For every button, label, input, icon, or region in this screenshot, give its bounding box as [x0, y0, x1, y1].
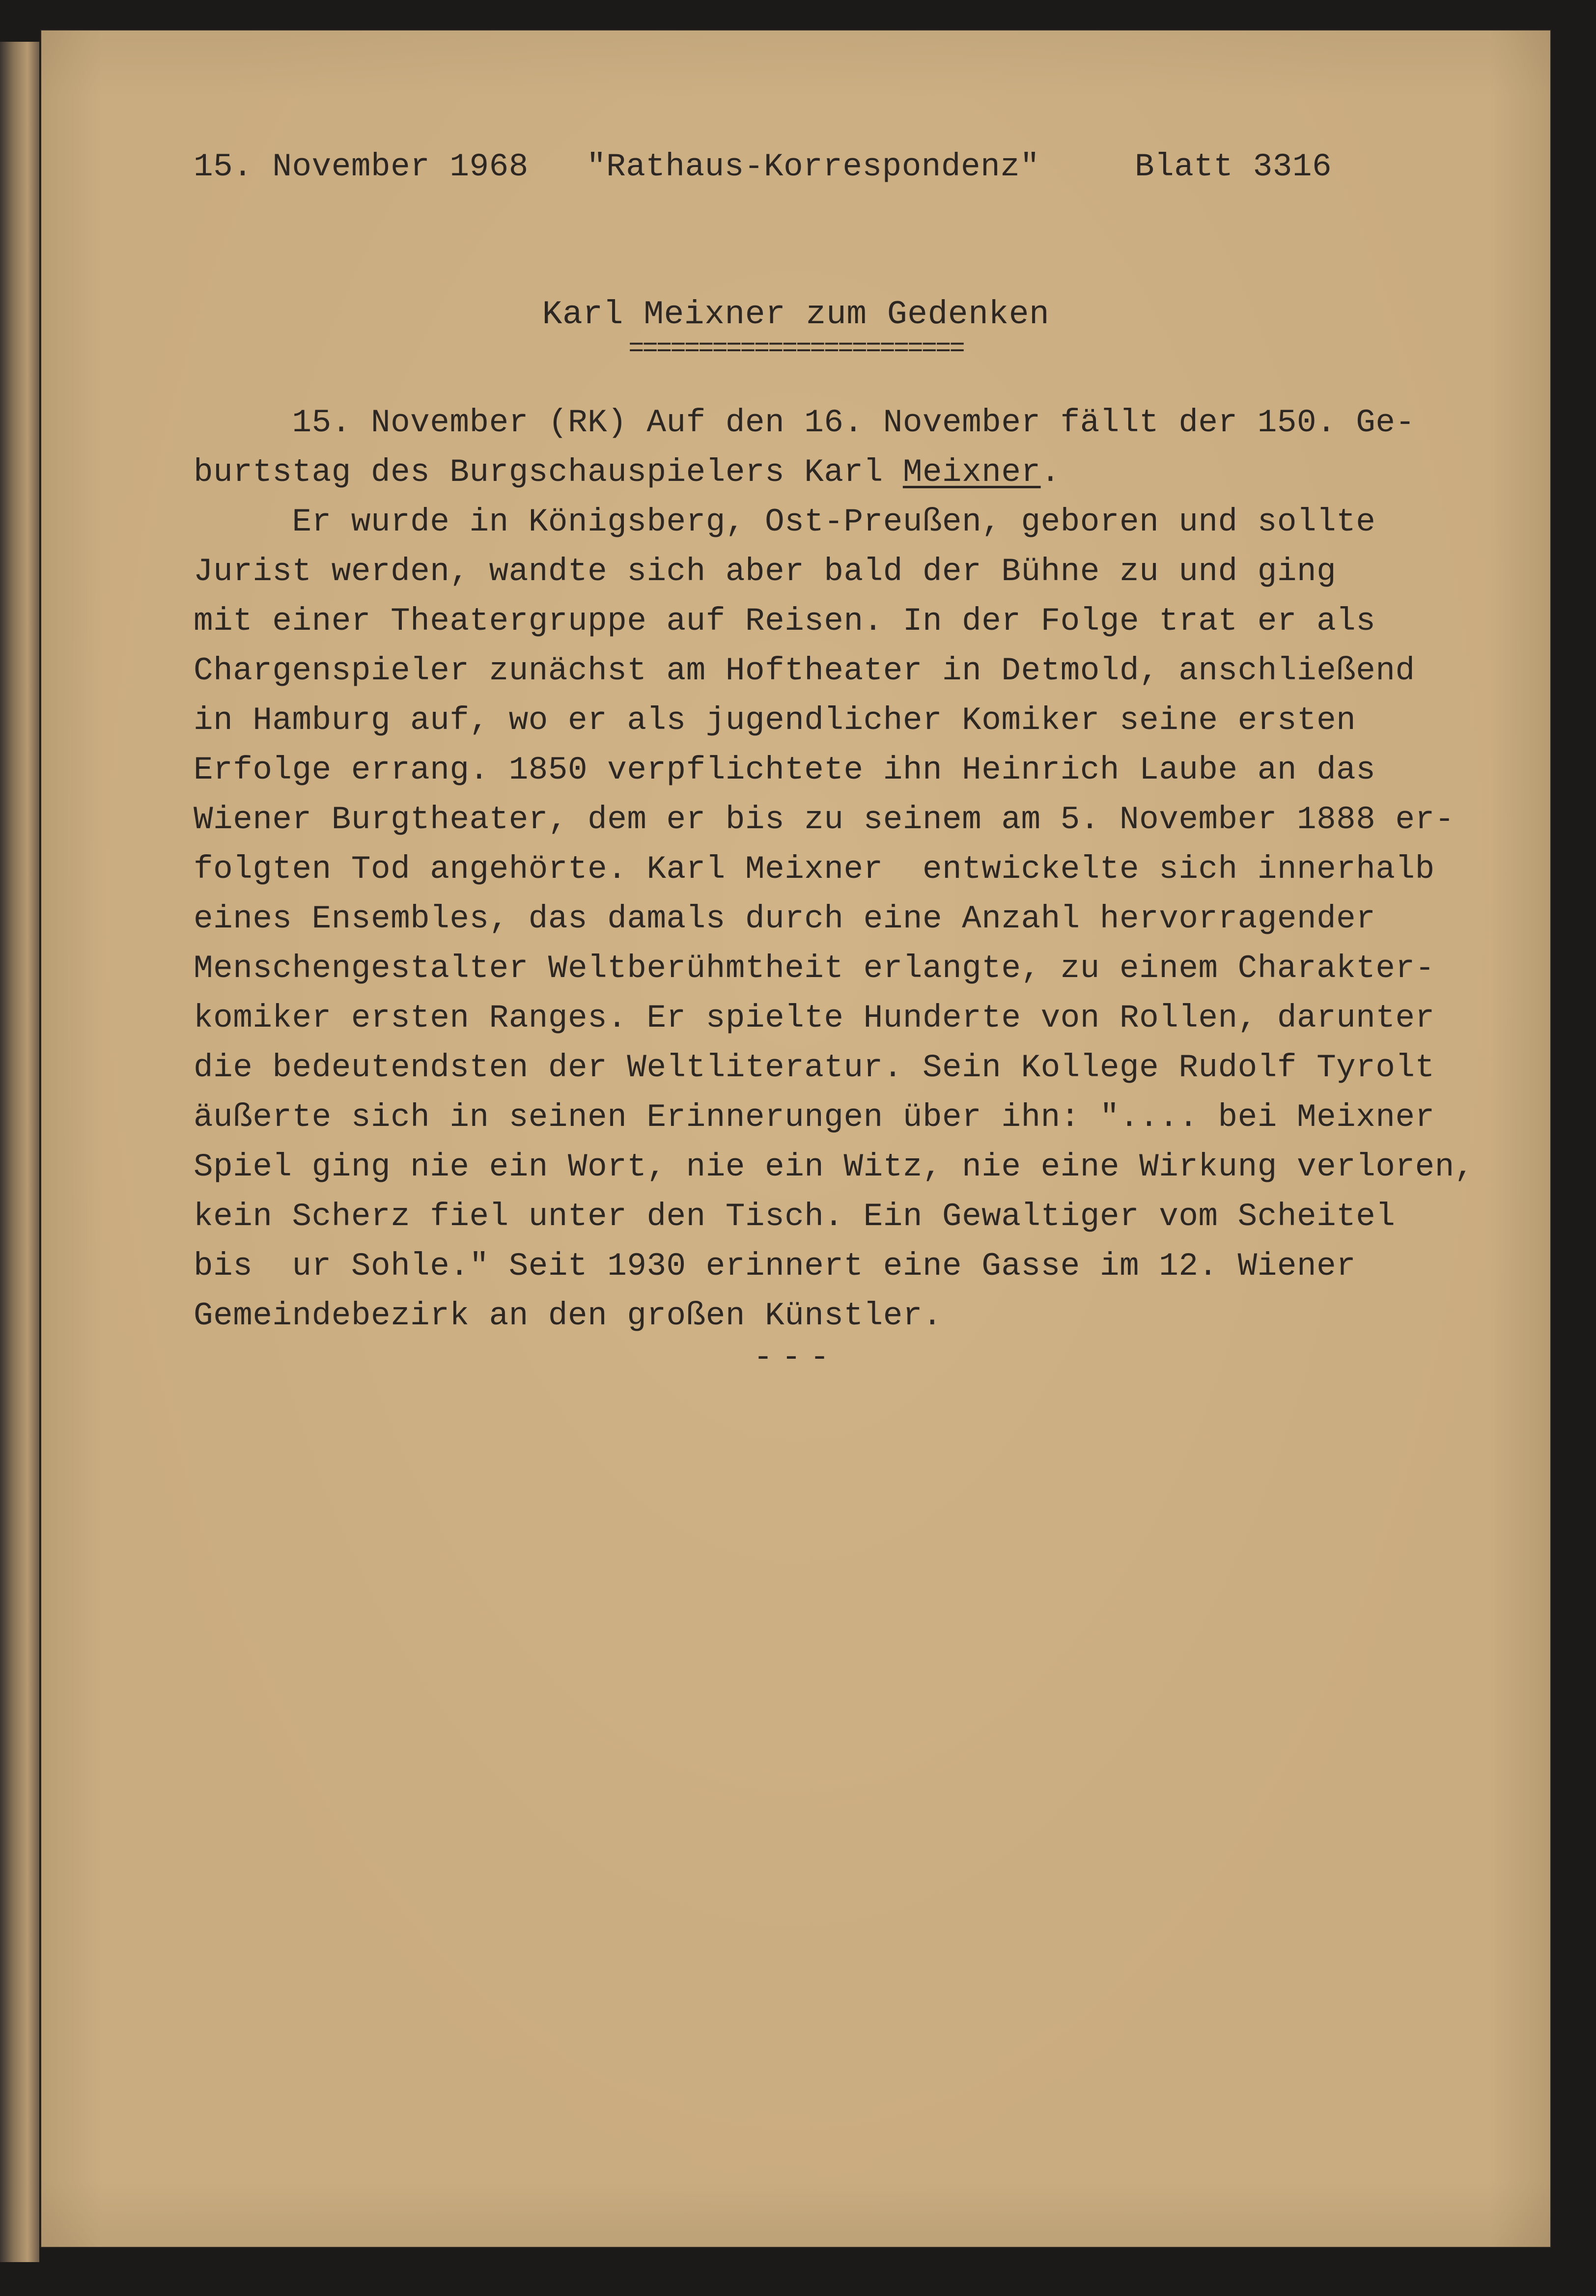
body-line-15: äußerte sich in seinen Erinnerungen über ihn: ".... bei Meixner	[194, 1099, 1435, 1136]
document-page	[41, 30, 1550, 2247]
body-line-9: Wiener Burgtheater, dem er bis zu seinem am 5. November 1888 er-	[194, 801, 1455, 838]
body-line-14: die bedeutendsten der Weltliteratur. Sein Kollege Rudolf Tyrolt	[194, 1049, 1435, 1086]
header-publication: "Rathaus-Korrespondenz"	[587, 148, 1040, 185]
body-line-11: eines Ensembles, das damals durch eine Anzahl hervorragender	[194, 900, 1376, 937]
body-line-18: bis ur Sohle." Seit 1930 erinnert eine Gasse im 12. Wiener	[194, 1248, 1356, 1285]
body-line-1: 15. November (RK) Auf den 16. November fällt der 150. Ge-	[194, 404, 1415, 441]
body-line-12: Menschengestalter Weltberühmtheit erlangte, zu einem Charakter-	[194, 950, 1435, 987]
end-of-article-mark: ---	[753, 1339, 839, 1376]
header-sheet-number: Blatt 3316	[1135, 148, 1332, 185]
book-binding-edge	[0, 42, 39, 2262]
body-line-2	[194, 448, 1474, 497]
body-line-8: Erfolge errang. 1850 verpflichtete ihn Heinrich Laube an das	[194, 752, 1376, 788]
body-line-17: kein Scherz fiel unter den Tisch. Ein Gewaltiger vom Scheitel	[194, 1198, 1396, 1235]
body-line-2-end: .	[1040, 454, 1061, 491]
body-line-6: Chargenspieler zunächst am Hoftheater in Detmold, anschließend	[194, 652, 1415, 689]
article-body	[194, 398, 1474, 1341]
body-line-7: in Hamburg auf, wo er als jugendlicher Komiker seine ersten	[194, 702, 1356, 739]
body-line-19: Gemeindebezirk an den großen Künstler.	[194, 1297, 943, 1334]
body-line-3: Er wurde in Königsberg, Ost-Preußen, geboren und sollte	[194, 504, 1376, 540]
body-line-16: Spiel ging nie ein Wort, nie ein Witz, nie eine Wirkung verloren,	[194, 1148, 1474, 1185]
body-line-13: komiker ersten Ranges. Er spielte Hunderte von Rollen, darunter	[194, 1000, 1435, 1036]
article-title: Karl Meixner zum Gedenken	[542, 296, 1050, 334]
body-line-4: Jurist werden, wandte sich aber bald der Bühne zu und ging	[194, 553, 1337, 590]
body-line-10: folgten Tod angehörte. Karl Meixner entwickelte sich innerhalb	[194, 851, 1435, 888]
body-line-5: mit einer Theatergruppe auf Reisen. In der Folge trat er als	[194, 603, 1376, 640]
body-line-2-text: burtstag des Burgschauspielers Karl	[194, 454, 903, 491]
header-date: 15. November 1968	[194, 148, 529, 185]
underlined-name: Meixner	[902, 454, 1041, 491]
title-double-underline: ========================	[628, 334, 963, 364]
